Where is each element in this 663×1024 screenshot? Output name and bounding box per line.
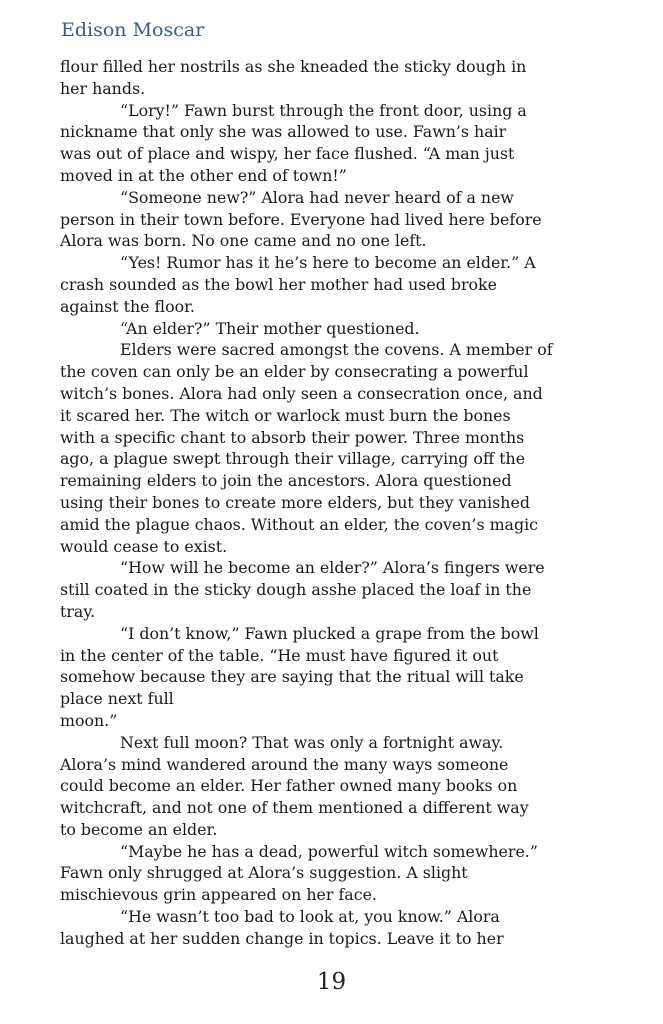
text-line: person in their town before. Everyone had lived here before xyxy=(60,209,542,229)
text-line: Fawn only shrugged at Alora’s suggestion. A slight xyxy=(60,863,468,883)
text-line: ago, a plague swept through their village, carrying off the xyxy=(60,449,526,469)
text-line: her hands. xyxy=(60,78,146,98)
text-line: flour filled her nostrils as she kneaded the sticky dough in xyxy=(60,57,527,76)
text-line: “How will he become an elder?” Alora’s fingers were xyxy=(120,558,545,578)
text-line: still coated in the sticky dough asshe placed the loaf in the xyxy=(60,580,532,600)
text-line: amid the plague chaos. Without an elder, the coven’s magic xyxy=(60,514,538,534)
text-line: the coven can only be an elder by consecrating a powerful xyxy=(60,362,529,382)
text-line: would cease to exist. xyxy=(60,536,228,556)
text-line: remaining elders to join the ancestors. Alora questioned xyxy=(60,471,512,491)
text-line: “An elder?” Their mother questioned. xyxy=(120,318,420,338)
text-line: it scared her. The witch or warlock must burn the bones xyxy=(60,405,511,425)
text-line: “Lory!” Fawn burst through the front door, using a xyxy=(120,100,527,120)
text-line: moon.” xyxy=(60,710,118,730)
text-line: laughed at her sudden change in topics. Leave it to her xyxy=(60,928,504,948)
text-line: with a specific chant to absorb their power. Three months xyxy=(60,427,525,447)
text-line: somehow because they are saying that the ritual will take xyxy=(60,667,524,687)
text-line: witchcraft, and not one of them mentioned a different way xyxy=(60,798,529,818)
text-line: nickname that only she was allowed to use. Fawn’s hair xyxy=(60,122,507,142)
page-number: 19 xyxy=(316,969,347,995)
text-line: was out of place and wispy, her face flushed. “A man just xyxy=(60,144,515,164)
text-line: “I don’t know,” Fawn plucked a grape from the bowl xyxy=(120,623,539,643)
text-line: “Someone new?” Alora had never heard of a new xyxy=(120,187,514,207)
text-line: crash sounded as the bowl her mother had used broke xyxy=(60,274,497,294)
text-line: “Yes! Rumor has it he’s here to become an elder.” A xyxy=(120,253,536,273)
text-line: Alora’s mind wandered around the many ways someone xyxy=(60,754,509,774)
body-text xyxy=(60,56,608,950)
text-line: Elders were sacred amongst the covens. A member of xyxy=(120,340,553,360)
text-line: to become an elder. xyxy=(60,819,218,839)
text-line: “He wasn’t too bad to look at, you know.” Alora xyxy=(120,907,500,927)
text-line: witch’s bones. Alora had only seen a consecration once, and xyxy=(60,383,543,403)
text-line: in the center of the table. “He must have figured it out xyxy=(60,645,499,665)
text-line: tray. xyxy=(60,601,96,621)
text-line: place next full xyxy=(60,689,174,709)
text-line: Next full moon? That was only a fortnight away. xyxy=(120,732,504,752)
text-line: moved in at the other end of town!” xyxy=(60,165,347,185)
text-line: using their bones to create more elders, but they vanished xyxy=(60,492,530,512)
running-head-author: Edison Moscar xyxy=(61,19,205,41)
text-line: could become an elder. Her father owned many books on xyxy=(60,776,518,796)
text-line: against the floor. xyxy=(60,296,195,316)
text-line: “Maybe he has a dead, powerful witch somewhere.” xyxy=(120,841,538,861)
text-line: Alora was born. No one came and no one left. xyxy=(60,231,427,251)
text-line: mischievous grin appeared on her face. xyxy=(60,885,377,905)
